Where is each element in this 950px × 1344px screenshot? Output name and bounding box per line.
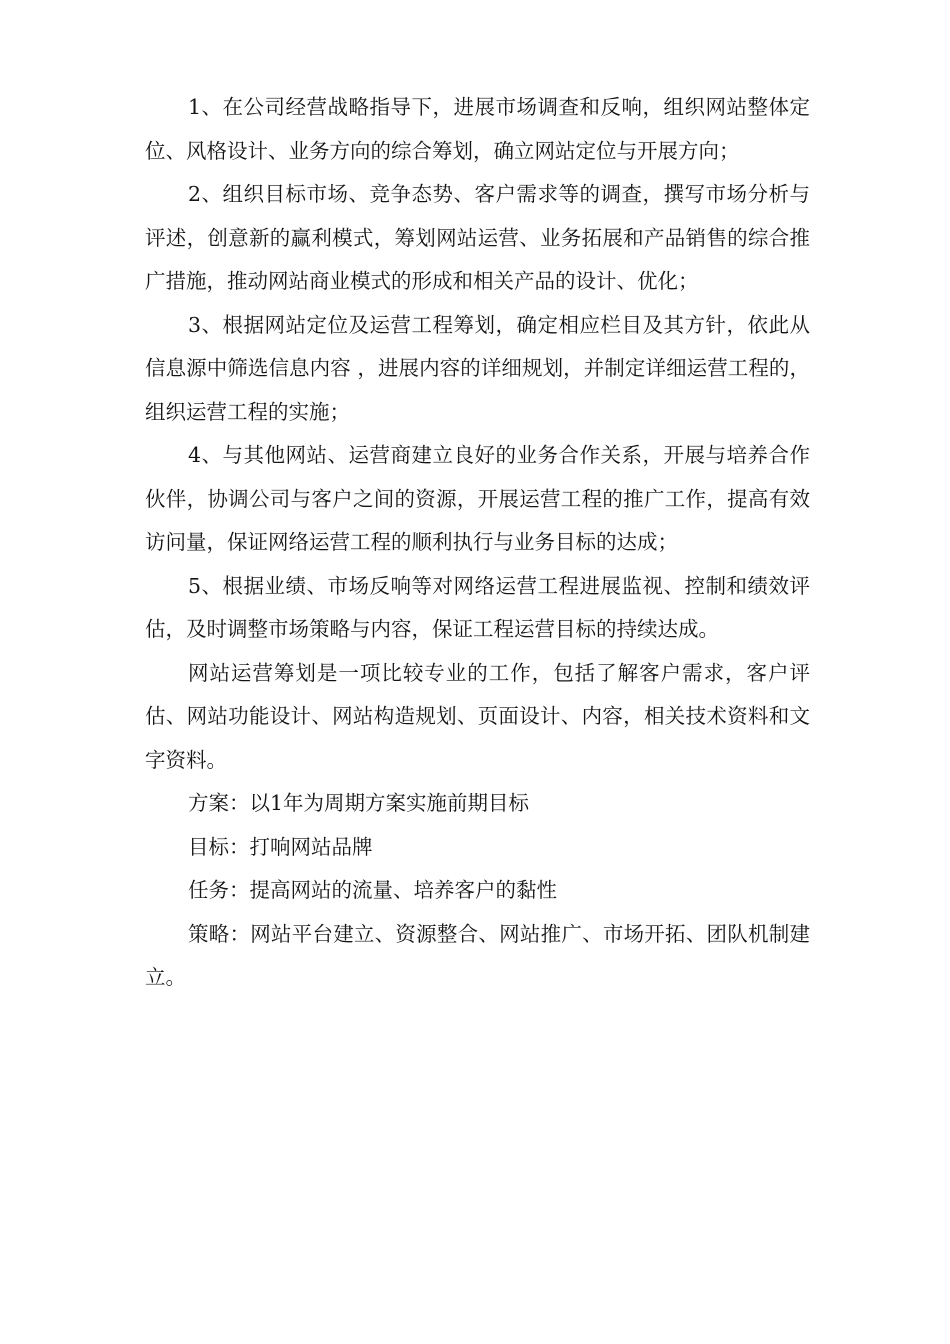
paragraph-strategy: 策略：网站平台建立、资源整合、网站推广、市场开拓、团队机制建立。 bbox=[145, 921, 810, 989]
paragraph-task: 任务：提高网站的流量、培养客户的黏性 bbox=[188, 878, 557, 902]
paragraph-duty-2: 2、组织目标市场、竞争态势、客户需求等的调查，撰写市场分析与评述，创意新的赢利模式，筹划网站运营、业务拓展和产品销售的综合推广措施，推动网站商业模式的形成和相关产品的设计、优化； bbox=[145, 182, 810, 293]
paragraph-duty-1: 1、在公司经营战略指导下，进展市场调查和反响，组织网站整体定位、风格设计、业务方向的综合筹划，确立网站定位与开展方向； bbox=[145, 95, 810, 163]
paragraph-duty-5: 5、根据业绩、市场反响等对网络运营工程进展监视、控制和绩效评估，及时调整市场策略与内容，保证工程运营目标的持续达成。 bbox=[145, 573, 810, 641]
paragraph-overview: 网站运营筹划是一项比较专业的工作，包括了解客户需求，客户评估、网站功能设计、网站构造规划、页面设计、内容，相关技术资料和文字资料。 bbox=[145, 660, 810, 772]
paragraph-duty-3: 3、根据网站定位及运营工程筹划，确定相应栏目及其方针，依此从信息源中筛选信息内容 ，进展内容的详细规划，并制定详细运营工程的，组织运营工程的实施； bbox=[145, 312, 810, 424]
paragraph-duty-4: 4、与其他网站、运营商建立良好的业务合作关系，开展与培养合作伙伴，协调公司与客户之间的资源，开展运营工程的推广工作，提高有效访问量，保证网络运营工程的顺利执行与业务目标的达成； bbox=[145, 443, 810, 554]
paragraph-plan: 方案：以1年为周期方案实施前期目标 bbox=[188, 791, 530, 815]
document-body bbox=[145, 86, 810, 1000]
paragraph-goal: 目标：打响网站品牌 bbox=[188, 834, 373, 859]
